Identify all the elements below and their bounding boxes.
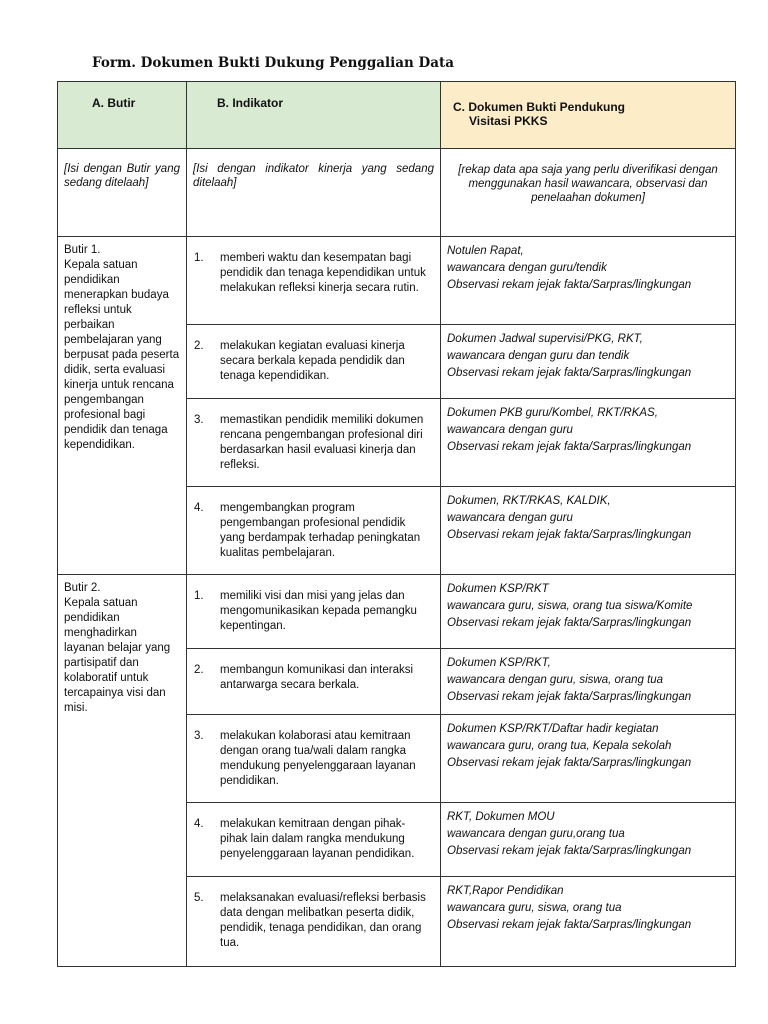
document-line: Dokumen Jadwal supervisi/PKG, RKT,: [447, 333, 643, 345]
header-row: [58, 82, 736, 149]
document-line: wawancara dengan guru: [447, 512, 573, 524]
evidence-table: [57, 81, 736, 967]
document-line: Observasi rekam jejak fakta/Sarpras/lingkungan: [447, 367, 692, 379]
indicator-number: 3.: [194, 414, 204, 426]
indicator-text: mengembangkan program pengembangan profesional pendidik yang berdampak terhadap peningkatan kualitas pembelajaran.: [220, 502, 421, 559]
indicator-text: memiliki visi dan misi yang jelas dan mengomunikasikan kepada pemangku kepentingan.: [220, 590, 417, 632]
indicator-text: melakukan kolaborasi atau kemitraan dengan orang tua/wali dalam rangka mendukung penyelenggaraan layanan pendidikan.: [220, 730, 416, 787]
table-row: [58, 575, 736, 649]
header-indikator: [187, 82, 441, 149]
document-cell: [441, 487, 736, 575]
indicator-number: 2.: [194, 340, 204, 352]
butir-cell: [58, 237, 187, 575]
indicator-number: 2.: [194, 664, 204, 676]
document-line: Observasi rekam jejak fakta/Sarpras/lingkungan: [447, 529, 692, 541]
indicator-text: melakukan kemitraan dengan pihak-pihak lain dalam rangka mendukung penyelenggaraan layanan pendidikan.: [220, 818, 415, 860]
document-line: RKT,Rapor Pendidikan: [447, 885, 564, 897]
indicator-text: melaksanakan evaluasi/refleksi berbasis data dengan melibatkan peserta didik, pendidik, tenaga pendidikan, dan orang tua.: [220, 892, 426, 949]
document-line: wawancara dengan guru dan tendik: [447, 350, 630, 362]
document-line: wawancara guru, siswa, orang tua: [447, 902, 622, 914]
document-cell: [441, 877, 736, 967]
butir-title: Butir 1.: [64, 244, 101, 256]
document-line: Observasi rekam jejak fakta/Sarpras/lingkungan: [447, 441, 692, 453]
header-dokumen: [441, 82, 736, 149]
indicator-cell: [187, 803, 441, 877]
document-line: Dokumen KSP/RKT/Daftar hadir kegiatan: [447, 723, 659, 735]
indicator-text: memberi waktu dan kesempatan bagi pendidik dan tenaga kependidikan untuk melakukan refleksi kinerja secara rutin.: [220, 252, 426, 294]
document-line: Dokumen KSP/RKT,: [447, 657, 551, 669]
document-line: wawancara dengan guru,orang tua: [447, 828, 625, 840]
document-line: Observasi rekam jejak fakta/Sarpras/lingkungan: [447, 757, 692, 769]
instruction-dokumen: [rekap data apa saja yang perlu diverifikasi dengan menggunakan hasil wawancara, observasi dan penelaahan dokumen]: [441, 149, 736, 237]
header-butir-label: A. Butir: [92, 96, 136, 110]
butir-cell: [58, 575, 187, 967]
butir-text: Kepala satuan pendidikan menerapkan budaya refleksi untuk perbaikan pembelajaran yang berpusat pada peserta didik, serta evaluasi kinerja untuk rencana pengembangan profesional bagi pendidik dan tenaga kependidikan.: [64, 259, 180, 451]
document-line: RKT, Dokumen MOU: [447, 811, 555, 823]
indicator-text: melakukan kegiatan evaluasi kinerja secara berkala kepada pendidik dan tenaga kependidikan.: [220, 340, 405, 382]
instruction-row: [58, 149, 736, 237]
document-line: Observasi rekam jejak fakta/Sarpras/lingkungan: [447, 691, 692, 703]
indicator-cell: [187, 325, 441, 399]
document-cell: [441, 399, 736, 487]
document-line: wawancara dengan guru, siswa, orang tua: [447, 674, 664, 686]
document-line: wawancara guru, orang tua, Kepala sekolah: [447, 740, 672, 752]
butir-title: Butir 2.: [64, 582, 101, 594]
document-line: Observasi rekam jejak fakta/Sarpras/lingkungan: [447, 279, 692, 291]
document-line: Observasi rekam jejak fakta/Sarpras/lingkungan: [447, 617, 692, 629]
document-line: wawancara dengan guru: [447, 424, 573, 436]
document-line: Dokumen PKB guru/Kombel, RKT/RKAS,: [447, 407, 658, 419]
header-dokumen-label-line2: Visitasi PKKS: [469, 114, 548, 128]
header-indikator-label: B. Indikator: [217, 96, 284, 110]
document-cell: [441, 649, 736, 715]
indicator-cell: [187, 649, 441, 715]
indicator-text: memastikan pendidik memiliki dokumen rencana pengembangan profesional diri berdasarkan hasil evaluasi kinerja dan refleksi.: [220, 414, 424, 471]
document-cell: [441, 803, 736, 877]
document-cell: [441, 575, 736, 649]
indicator-cell: [187, 575, 441, 649]
indicator-cell: [187, 487, 441, 575]
instruction-butir: [Isi dengan Butir yang sedang ditelaah]: [58, 149, 187, 237]
indicator-cell: [187, 399, 441, 487]
document-line: Dokumen KSP/RKT: [447, 583, 549, 595]
header-dokumen-label-line1: C. Dokumen Bukti Pendukung: [453, 100, 626, 114]
page-title: Form. Dokumen Bukti Dukung Penggalian Data: [92, 55, 454, 71]
indicator-text: membangun komunikasi dan interaksi antarwarga secara berkala.: [220, 664, 414, 691]
indicator-number: 4.: [194, 818, 204, 830]
instruction-indikator: [Isi dengan indikator kinerja yang sedang ditelaah]: [187, 149, 441, 237]
document-line: wawancara guru, siswa, orang tua siswa/Komite: [447, 600, 693, 612]
document-line: Observasi rekam jejak fakta/Sarpras/lingkungan: [447, 845, 692, 857]
document-line: Notulen Rapat,: [447, 245, 524, 257]
indicator-cell: [187, 877, 441, 967]
document-line: Dokumen, RKT/RKAS, KALDIK,: [447, 495, 611, 507]
document-cell: [441, 237, 736, 325]
indicator-number: 5.: [194, 892, 204, 904]
header-butir: [58, 82, 187, 149]
indicator-number: 3.: [194, 730, 204, 742]
document-line: Observasi rekam jejak fakta/Sarpras/lingkungan: [447, 919, 692, 931]
indicator-number: 4.: [194, 502, 204, 514]
indicator-cell: [187, 237, 441, 325]
indicator-cell: [187, 715, 441, 803]
document-cell: [441, 325, 736, 399]
table-row: [58, 237, 736, 325]
document-line: wawancara dengan guru/tendik: [447, 262, 607, 274]
indicator-number: 1.: [194, 590, 204, 602]
indicator-number: 1.: [194, 252, 204, 264]
butir-text: Kepala satuan pendidikan menghadirkan layanan belajar yang partisipatif dan kolaboratif untuk tercapainya visi dan misi.: [64, 597, 171, 714]
document-cell: [441, 715, 736, 803]
